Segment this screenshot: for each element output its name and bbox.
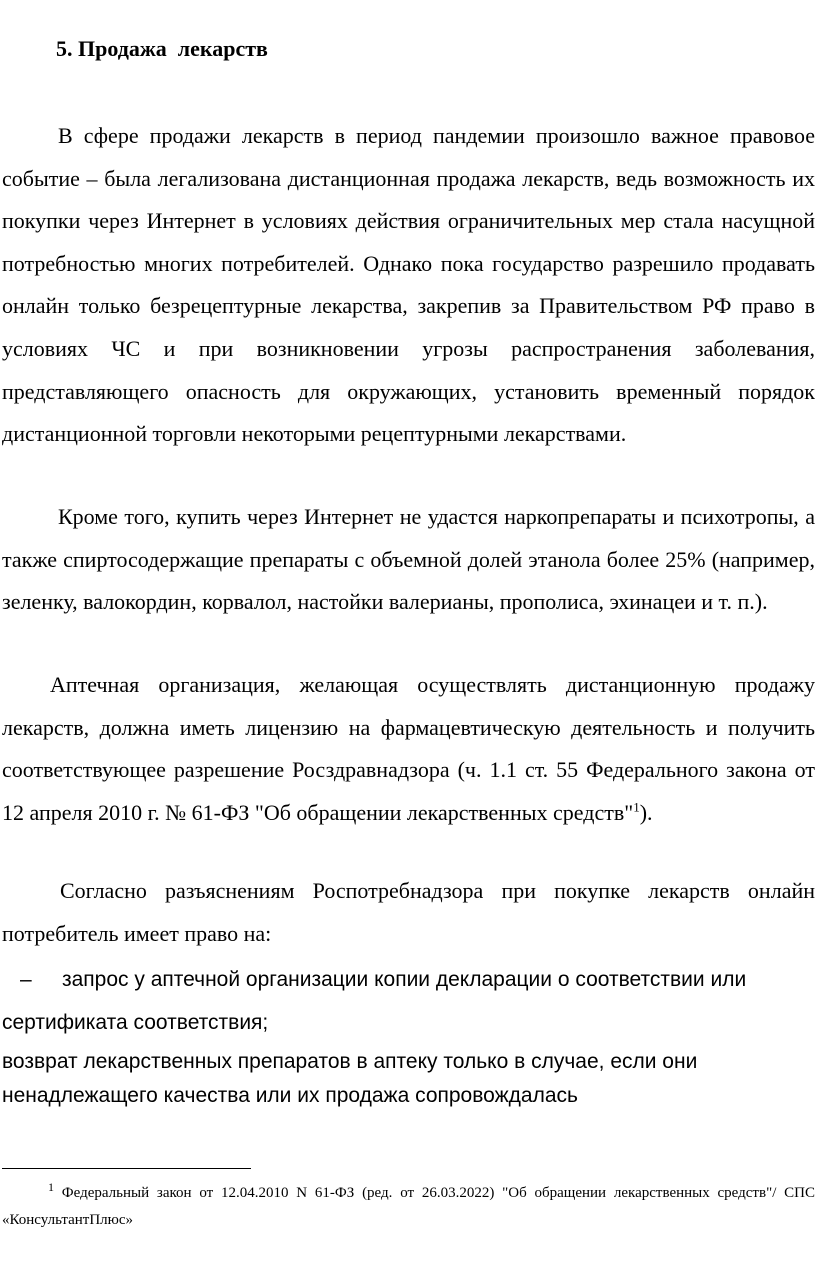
list-item	[2, 958, 815, 1044]
list-dash: –	[20, 968, 32, 991]
paragraph-5: возврат лекарственных препаратов в аптеку только в случае, если они ненадлежащего качества или их продажа сопровождалась	[2, 1050, 698, 1107]
footnote-mark: 1	[48, 1180, 54, 1194]
list-item-text: запрос у аптечной организации копии декларации о соответствии или сертификата соответствия;	[2, 968, 747, 1034]
footnote-separator	[2, 1168, 251, 1169]
footnote-reference: 1	[633, 799, 640, 815]
paragraph-1: В сфере продажи лекарств в период пандемии произошло важное правовое событие – была легализована дистанционная продажа лекарств, ведь возможность их покупки через Интернет в условиях действия ограничительных мер стала насущной потребностью многих потребителей. Однако пока государство разрешило продавать онлайн только безрецептурные лекарства, закрепив за Правительством РФ право в условиях ЧС и при возникновении угрозы распространения заболевания, представляющего опасность для окружающих, установить временный порядок дистанционной торговли некоторыми рецептурными лекарствами.	[2, 123, 815, 447]
section-heading: 5. Продажа лекарств	[56, 36, 268, 61]
footnote	[2, 1180, 815, 1234]
paragraph-4: Согласно разъяснениям Роспотребнадзора при покупке лекарств онлайн потребитель имеет право на:	[2, 878, 815, 946]
paragraph-3-text: Аптечная организация, желающая осуществлять дистанционную продажу лекарств, должна иметь лицензию на фармацевтическую деятельность и получить соответствующее разрешение Росздравнадзора (ч. 1.1 ст. 55 Федерального закона от 12 апреля 2010 г. № 61-ФЗ "Об обращении лекарственных средств"	[2, 672, 815, 825]
footnote-text: Федеральный закон от 12.04.2010 N 61-ФЗ (ред. от 26.03.2022) "Об обращении лекарственных средств"/ СПС «КонсультантПлюс»	[2, 1185, 815, 1228]
paragraph-3	[2, 664, 815, 834]
paragraph-3-tail: ).	[639, 799, 653, 825]
paragraph-2: Кроме того, купить через Интернет не удастся наркопрепараты и психотропы, а также спиртосодержащие препараты с объемной долей этанола более 25% (например, зеленку, валокордин, корвалол, настойки валерианы, прополиса, эхинацеи и т. п.).	[2, 504, 815, 615]
